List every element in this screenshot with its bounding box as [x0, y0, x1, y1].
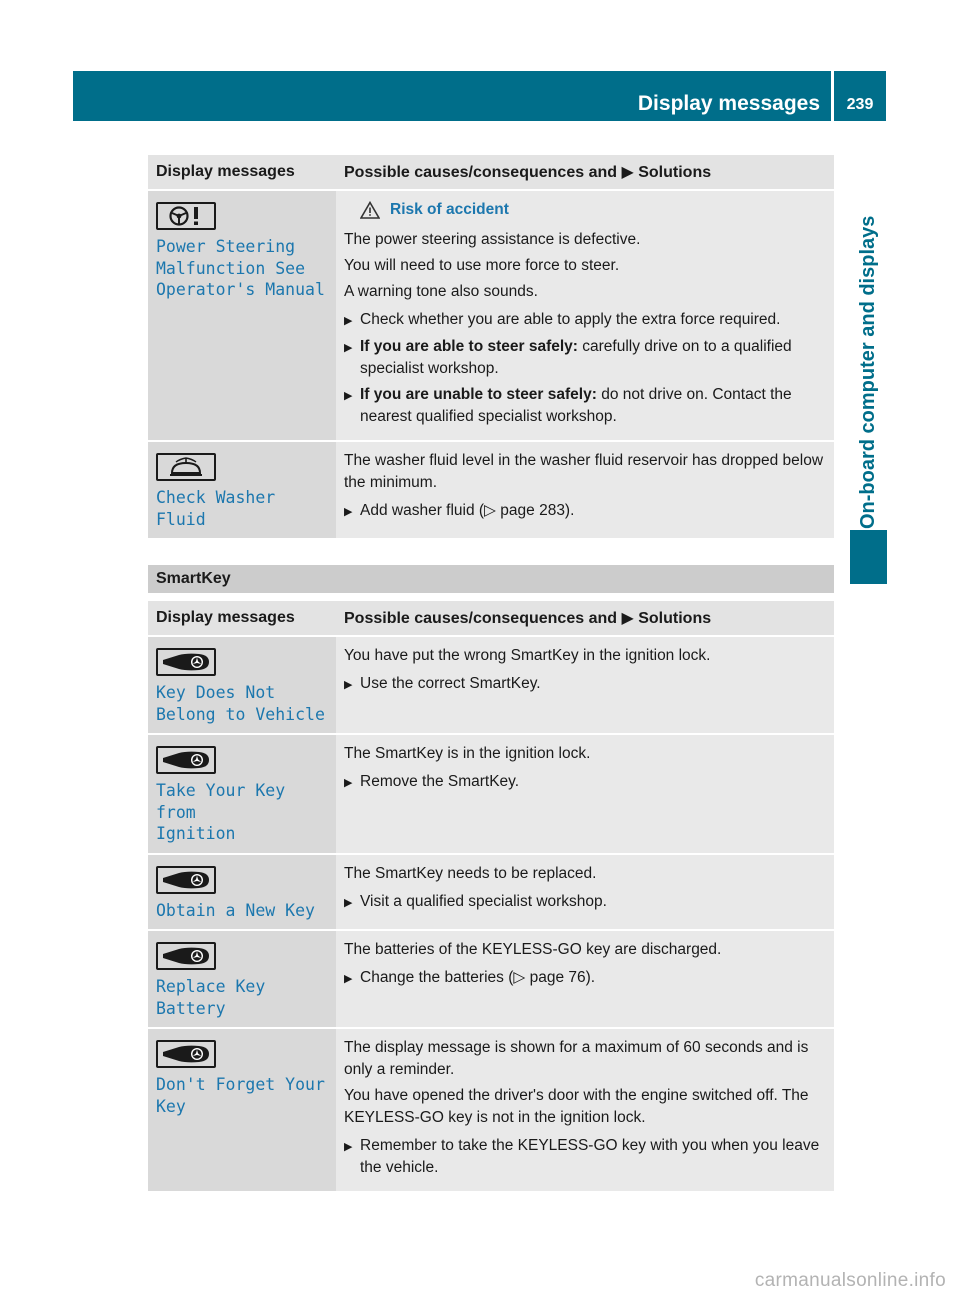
solution-cell	[336, 734, 834, 854]
cause-text: The display message is shown for a maximum of 60 seconds and is only a reminder.	[344, 1039, 809, 1078]
display-message-text: Key Does Not Belong to Vehicle	[156, 683, 325, 724]
step-arrow-icon: ▶	[344, 1141, 353, 1153]
message-cell	[148, 734, 336, 854]
step-arrow-icon: ▶	[344, 342, 353, 354]
table-row	[148, 930, 834, 1028]
cause-text: The SmartKey is in the ignition lock.	[344, 745, 591, 762]
smartkey-icon	[156, 746, 216, 774]
table-header-row	[148, 155, 834, 190]
smartkey-icon	[156, 1040, 216, 1068]
table-row	[148, 734, 834, 854]
side-tab-block	[850, 530, 887, 584]
page-number: 239	[846, 96, 874, 113]
solution-arrow-icon: ▶	[621, 164, 634, 181]
solution-step: ▶ Visit a qualified specialist workshop.	[344, 891, 826, 914]
display-message-text: Power Steering Malfunction See Operator's Manual	[156, 237, 325, 299]
power-steering-warning-icon	[156, 202, 216, 230]
display-message-text: Obtain a New Key	[156, 900, 315, 920]
message-cell	[148, 636, 336, 734]
header-title: Display messages	[637, 92, 820, 115]
cause-text: A warning tone also sounds.	[344, 283, 538, 300]
solution-step: ▶ Use the correct SmartKey.	[344, 673, 826, 696]
side-tab-label: On-board computer and displays	[857, 215, 879, 529]
step-arrow-icon: ▶	[344, 679, 353, 691]
page-header	[73, 71, 886, 121]
cause-text: The SmartKey needs to be replaced.	[344, 864, 597, 882]
cause-text: You will need to use more force to steer.	[344, 257, 620, 274]
message-cell	[148, 1028, 336, 1192]
side-tab	[850, 154, 887, 584]
col-header-causes: Possible causes/consequences and ▶ Solutions	[336, 601, 834, 636]
solution-step: ▶ Check whether you are able to apply the extra force required.	[344, 309, 826, 332]
smartkey-icon	[156, 648, 216, 676]
watermark: carmanualsonline.info	[754, 1270, 946, 1291]
step-arrow-icon: ▶	[344, 315, 353, 327]
display-message-text: Take Your Key from Ignition	[156, 781, 286, 843]
table-row	[148, 854, 834, 931]
table-row	[148, 636, 834, 734]
step-arrow-icon: ▶	[344, 973, 353, 985]
washer-fluid-icon	[156, 453, 216, 481]
cause-text: The batteries of the KEYLESS-GO key are discharged.	[344, 941, 722, 958]
display-message-text: Don't Forget Your Key	[156, 1075, 325, 1116]
solution-cell	[336, 441, 834, 539]
step-arrow-icon: ▶	[344, 506, 353, 518]
smartkey-icon	[156, 866, 216, 894]
display-messages-table-1	[148, 155, 834, 540]
solution-step: ▶ Remember to take the KEYLESS-GO key with you when you leave the vehicle.	[344, 1135, 826, 1179]
display-messages-table-2	[148, 601, 834, 1193]
message-cell	[148, 930, 336, 1028]
table-row	[148, 441, 834, 539]
message-cell	[148, 190, 336, 441]
solution-cell	[336, 854, 834, 931]
step-arrow-icon: ▶	[344, 777, 353, 789]
message-cell	[148, 441, 336, 539]
solution-step: ▶ Add washer fluid (▷ page 283).	[344, 500, 826, 523]
table-header-row	[148, 601, 834, 636]
warning-line	[360, 199, 826, 221]
warning-triangle-icon	[360, 201, 380, 219]
warning-text: Risk of accident	[390, 201, 509, 218]
message-cell	[148, 854, 336, 931]
solution-cell	[336, 930, 834, 1028]
col-header-messages: Display messages	[148, 601, 336, 636]
cause-text: You have put the wrong SmartKey in the ignition lock.	[344, 647, 711, 664]
col-header-causes: Possible causes/consequences and ▶ Solutions	[336, 155, 834, 190]
solution-step: ▶ Remove the SmartKey.	[344, 771, 826, 794]
cause-text: The washer fluid level in the washer fluid reservoir has dropped below the minimum.	[344, 452, 824, 491]
cause-text: The power steering assistance is defective.	[344, 231, 641, 248]
display-message-text: Replace Key Battery	[156, 977, 266, 1018]
cause-text: You have opened the driver's door with the engine switched off. The KEYLESS-GO key is not in the ignition lock.	[344, 1087, 809, 1126]
smartkey-icon	[156, 942, 216, 970]
solution-step: ▶ If you are unable to steer safely: do not drive on. Contact the nearest qualified specialist workshop.	[344, 384, 826, 428]
solution-step: ▶ Change the batteries (▷ page 76).	[344, 967, 826, 990]
solution-arrow-icon: ▶	[621, 610, 634, 627]
solution-cell	[336, 190, 834, 441]
display-message-text: Check Washer Fluid	[156, 488, 276, 529]
table-row	[148, 1028, 834, 1192]
section-title: SmartKey	[148, 565, 834, 593]
table-row	[148, 190, 834, 441]
solution-cell	[336, 1028, 834, 1192]
step-arrow-icon: ▶	[344, 896, 353, 909]
col-header-messages: Display messages	[148, 155, 336, 190]
solution-step: ▶ If you are able to steer safely: carefully drive on to a qualified specialist workshop.	[344, 336, 826, 380]
solution-cell	[336, 636, 834, 734]
step-arrow-icon: ▶	[344, 390, 353, 402]
